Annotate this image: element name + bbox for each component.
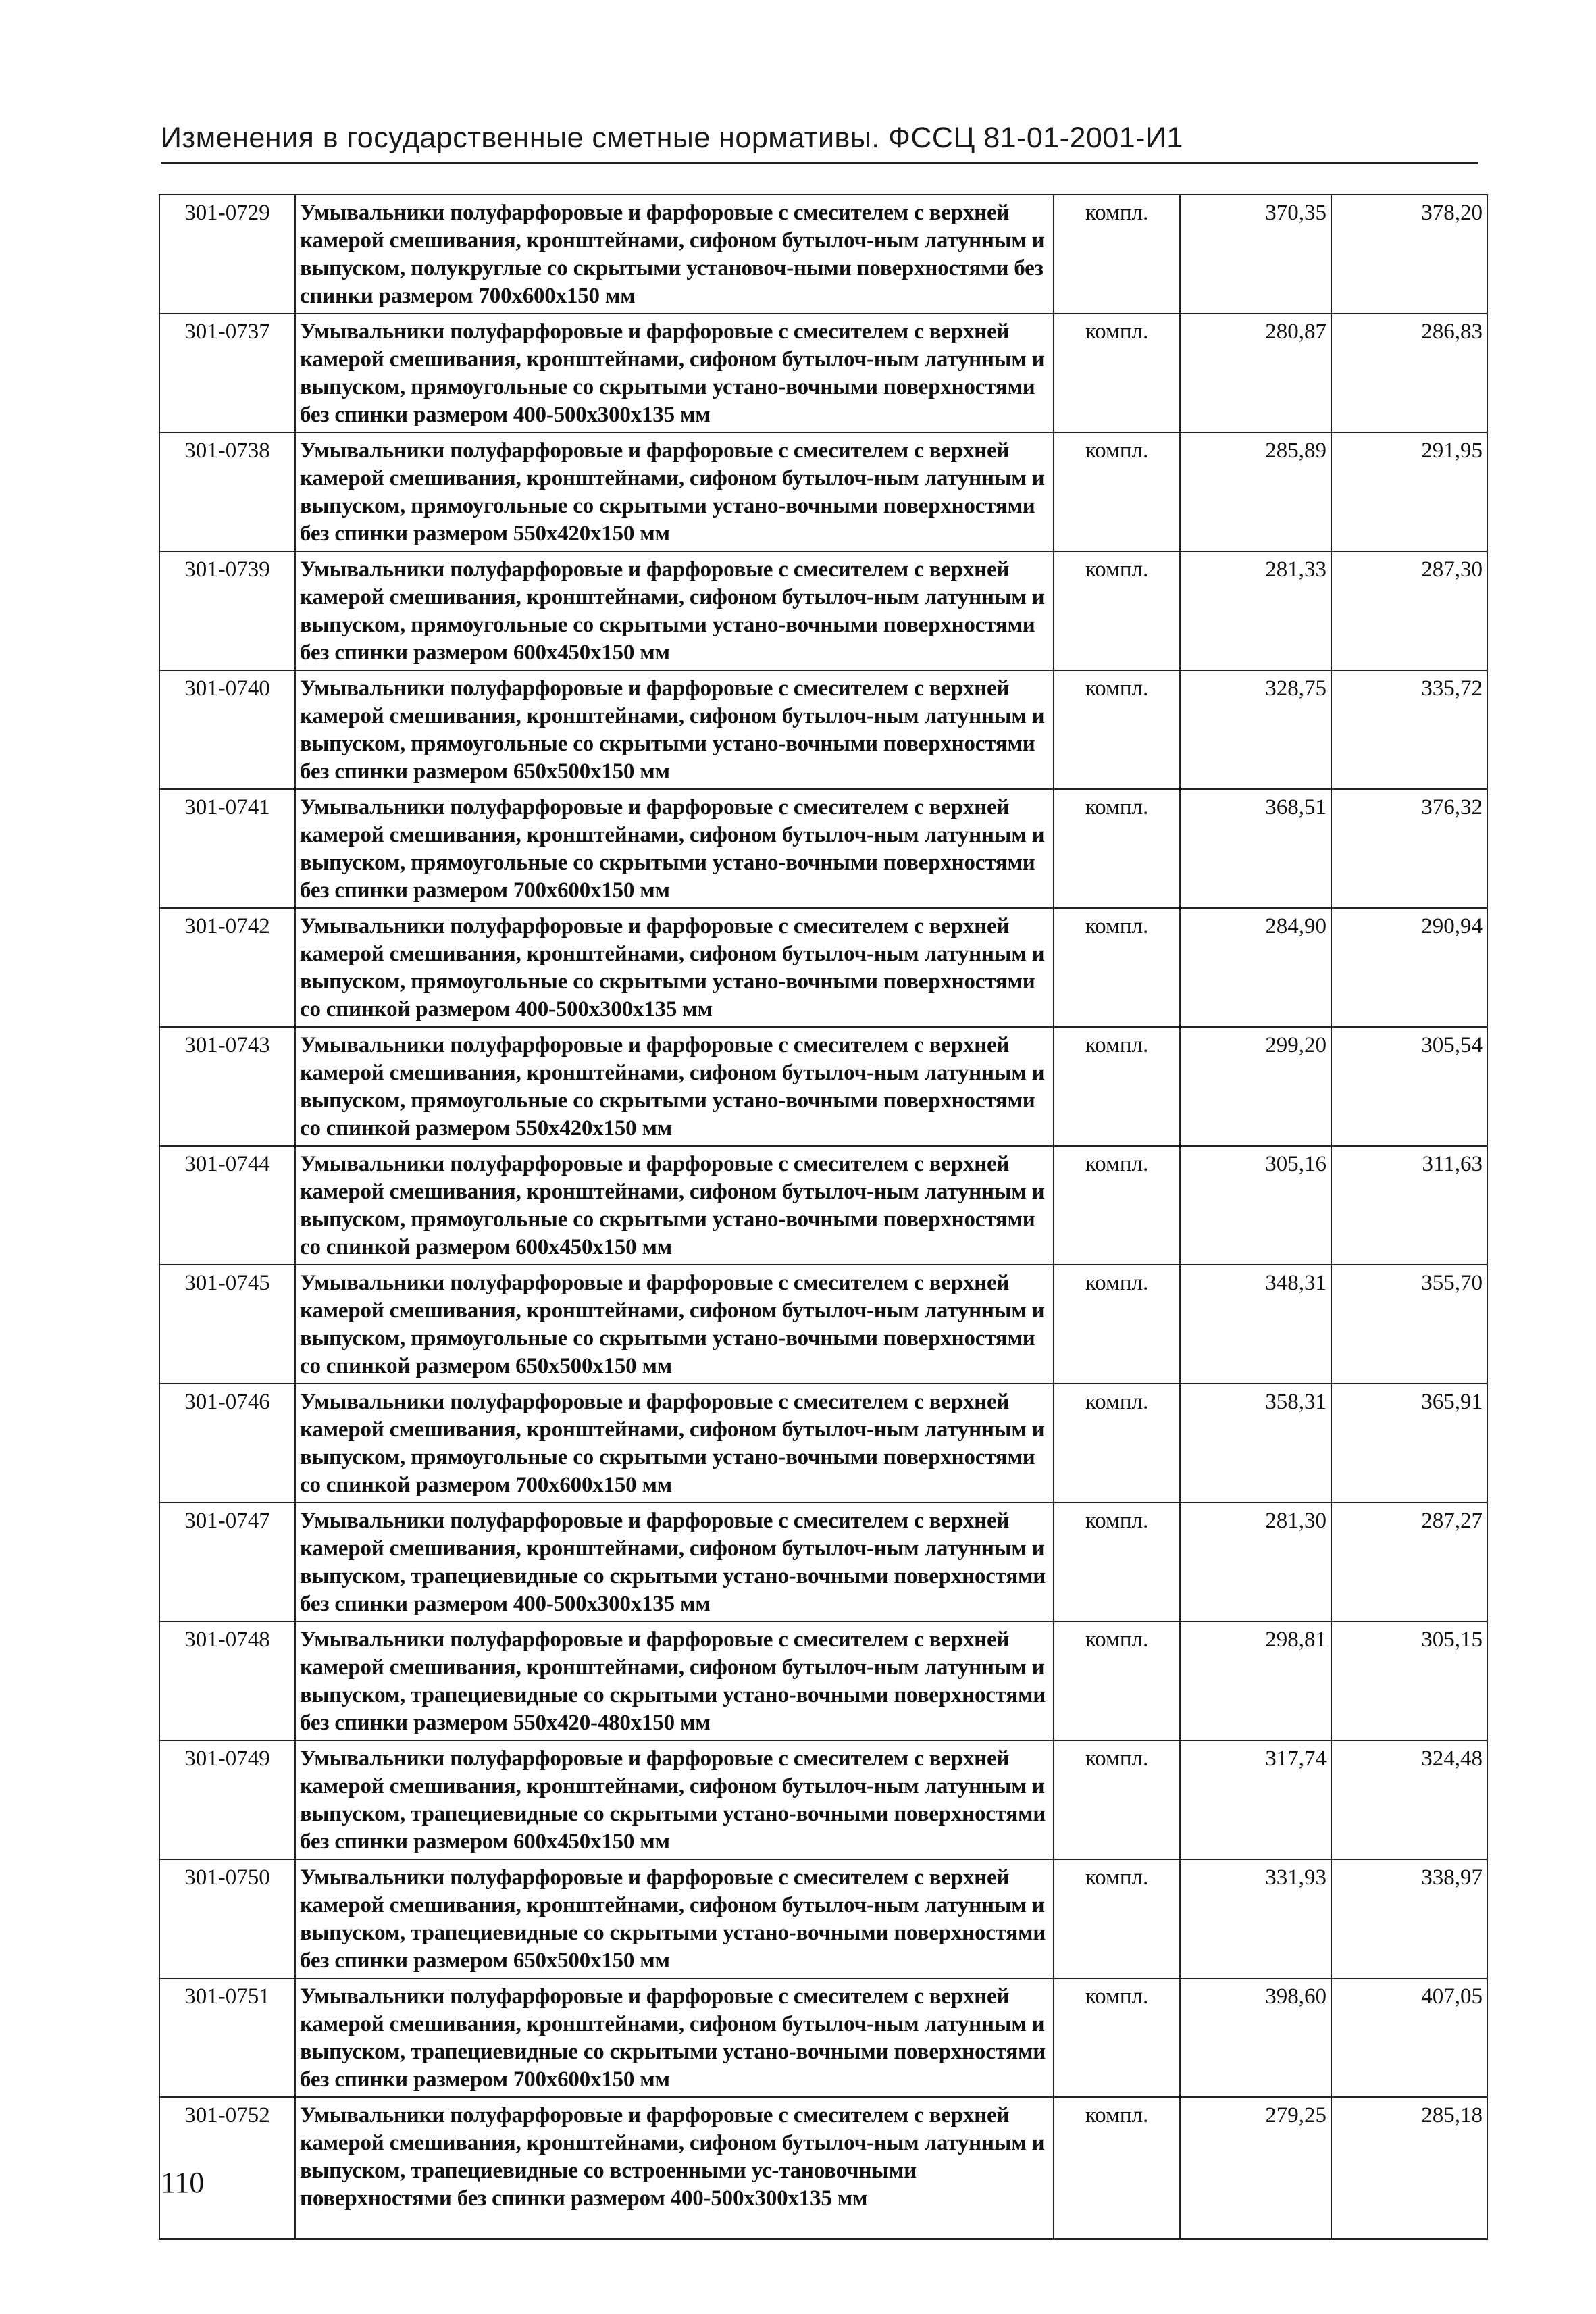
row-code: 301-0738 [159,432,295,551]
row-price-1: 348,31 [1180,1265,1331,1384]
row-price-1: 305,16 [1180,1146,1331,1265]
row-description: Умывальники полуфарфоровые и фарфоровые с смесителем с верхней камерой смешивания, кронштейнами, сифоном бутылоч-ным латунным и выпуском, трапециевидные со скрытыми устано-вочными поверхностями без спинки размером 700х600х150 мм [295,1978,1054,2097]
row-price-1: 281,33 [1180,551,1331,670]
row-price-2: 305,54 [1331,1027,1487,1146]
row-code: 301-0752 [159,2097,295,2239]
row-code: 301-0749 [159,1740,295,1859]
row-price-1: 317,74 [1180,1740,1331,1859]
row-price-2: 290,94 [1331,908,1487,1027]
table-row [159,1621,1487,1740]
table-row [159,1384,1487,1503]
table-row [159,1503,1487,1621]
row-unit: компл. [1054,1859,1180,1978]
row-description: Умывальники полуфарфоровые и фарфоровые с смесителем с верхней камерой смешивания, кронштейнами, сифоном бутылоч-ным латунным и выпуском, прямоугольные со скрытыми устано-вочными поверхностями без спинки размером 650х500х150 мм [295,670,1054,789]
table-row [159,670,1487,789]
row-unit: компл. [1054,1621,1180,1740]
row-price-2: 291,95 [1331,432,1487,551]
table-row [159,432,1487,551]
row-description: Умывальники полуфарфоровые и фарфоровые с смесителем с верхней камерой смешивания, кронштейнами, сифоном бутылоч-ным латунным и выпуском, прямоугольные со скрытыми устано-вочными поверхностями без спинки размером 550х420х150 мм [295,432,1054,551]
row-price-1: 398,60 [1180,1978,1331,2097]
row-code: 301-0729 [159,195,295,313]
row-price-1: 280,87 [1180,313,1331,432]
row-price-1: 331,93 [1180,1859,1331,1978]
row-price-2: 355,70 [1331,1265,1487,1384]
page-header: Изменения в государственные сметные нормативы. ФССЦ 81-01-2001-И1 [161,122,1183,154]
row-code: 301-0740 [159,670,295,789]
row-code: 301-0743 [159,1027,295,1146]
row-code: 301-0748 [159,1621,295,1740]
row-price-2: 285,18 [1331,2097,1487,2239]
row-unit: компл. [1054,1146,1180,1265]
row-description: Умывальники полуфарфоровые и фарфоровые с смесителем с верхней камерой смешивания, кронштейнами, сифоном бутылоч-ным латунным и выпуском, полукруглые со скрытыми установоч-ными поверхностями без спинки размером 700х600х150 мм [295,195,1054,313]
table-row [159,1265,1487,1384]
row-price-2: 376,32 [1331,789,1487,908]
table-row [159,789,1487,908]
row-code: 301-0745 [159,1265,295,1384]
row-price-1: 279,25 [1180,2097,1331,2239]
row-description: Умывальники полуфарфоровые и фарфоровые с смесителем с верхней камерой смешивания, кронштейнами, сифоном бутылоч-ным латунным и выпуском, трапециевидные со скрытыми устано-вочными поверхностями без спинки размером 550х420-480х150 мм [295,1621,1054,1740]
row-price-1: 281,30 [1180,1503,1331,1621]
row-unit: компл. [1054,551,1180,670]
row-description: Умывальники полуфарфоровые и фарфоровые с смесителем с верхней камерой смешивания, кронштейнами, сифоном бутылоч-ным латунным и выпуском, трапециевидные со встроенными ус-тановочными поверхностями без спинки размером 400-500х300х135 мм [295,2097,1054,2239]
row-price-2: 287,30 [1331,551,1487,670]
row-unit: компл. [1054,1384,1180,1503]
row-price-2: 311,63 [1331,1146,1487,1265]
row-unit: компл. [1054,789,1180,908]
row-unit: компл. [1054,1740,1180,1859]
row-code: 301-0747 [159,1503,295,1621]
row-price-1: 298,81 [1180,1621,1331,1740]
row-description: Умывальники полуфарфоровые и фарфоровые с смесителем с верхней камерой смешивания, кронштейнами, сифоном бутылоч-ным латунным и выпуском, прямоугольные со скрытыми устано-вочными поверхностями со спинкой размером 600х450х150 мм [295,1146,1054,1265]
row-description: Умывальники полуфарфоровые и фарфоровые с смесителем с верхней камерой смешивания, кронштейнами, сифоном бутылоч-ным латунным и выпуском, прямоугольные со скрытыми устано-вочными поверхностями со спинкой размером 400-500х300х135 мм [295,908,1054,1027]
row-description: Умывальники полуфарфоровые и фарфоровые с смесителем с верхней камерой смешивания, кронштейнами, сифоном бутылоч-ным латунным и выпуском, трапециевидные со скрытыми устано-вочными поверхностями без спинки размером 600х450х150 мм [295,1740,1054,1859]
row-price-2: 287,27 [1331,1503,1487,1621]
row-price-1: 284,90 [1180,908,1331,1027]
row-price-1: 328,75 [1180,670,1331,789]
row-unit: компл. [1054,195,1180,313]
row-code: 301-0739 [159,551,295,670]
table-row [159,1740,1487,1859]
row-description: Умывальники полуфарфоровые и фарфоровые с смесителем с верхней камерой смешивания, кронштейнами, сифоном бутылоч-ным латунным и выпуском, прямоугольные со скрытыми устано-вочными поверхностями со спинкой размером 550х420х150 мм [295,1027,1054,1146]
row-description: Умывальники полуфарфоровые и фарфоровые с смесителем с верхней камерой смешивания, кронштейнами, сифоном бутылоч-ным латунным и выпуском, прямоугольные со скрытыми устано-вочными поверхностями без спинки размером 600х450х150 мм [295,551,1054,670]
row-unit: компл. [1054,432,1180,551]
row-unit: компл. [1054,313,1180,432]
table-row [159,1978,1487,2097]
row-price-1: 299,20 [1180,1027,1331,1146]
row-code: 301-0744 [159,1146,295,1265]
row-description: Умывальники полуфарфоровые и фарфоровые с смесителем с верхней камерой смешивания, кронштейнами, сифоном бутылоч-ным латунным и выпуском, трапециевидные со скрытыми устано-вочными поверхностями без спинки размером 650х500х150 мм [295,1859,1054,1978]
row-price-2: 335,72 [1331,670,1487,789]
row-price-1: 370,35 [1180,195,1331,313]
row-code: 301-0737 [159,313,295,432]
row-code: 301-0751 [159,1978,295,2097]
table-row [159,2097,1487,2239]
row-unit: компл. [1054,1027,1180,1146]
row-price-2: 324,48 [1331,1740,1487,1859]
row-price-1: 368,51 [1180,789,1331,908]
row-price-2: 286,83 [1331,313,1487,432]
row-description: Умывальники полуфарфоровые и фарфоровые с смесителем с верхней камерой смешивания, кронштейнами, сифоном бутылоч-ным латунным и выпуском, трапециевидные со скрытыми устано-вочными поверхностями без спинки размером 400-500х300х135 мм [295,1503,1054,1621]
row-unit: компл. [1054,1503,1180,1621]
price-table [159,194,1488,2240]
table-row [159,313,1487,432]
row-description: Умывальники полуфарфоровые и фарфоровые с смесителем с верхней камерой смешивания, кронштейнами, сифоном бутылоч-ным латунным и выпуском, прямоугольные со скрытыми устано-вочными поверхностями без спинки размером 400-500х300х135 мм [295,313,1054,432]
table-row [159,551,1487,670]
row-unit: компл. [1054,1978,1180,2097]
table-row [159,1027,1487,1146]
row-description: Умывальники полуфарфоровые и фарфоровые с смесителем с верхней камерой смешивания, кронштейнами, сифоном бутылоч-ным латунным и выпуском, прямоугольные со скрытыми устано-вочными поверхностями со спинкой размером 700х600х150 мм [295,1384,1054,1503]
row-price-2: 305,15 [1331,1621,1487,1740]
row-code: 301-0741 [159,789,295,908]
row-description: Умывальники полуфарфоровые и фарфоровые с смесителем с верхней камерой смешивания, кронштейнами, сифоном бутылоч-ным латунным и выпуском, прямоугольные со скрытыми устано-вочными поверхностями со спинкой размером 650х500х150 мм [295,1265,1054,1384]
table-row [159,908,1487,1027]
row-code: 301-0746 [159,1384,295,1503]
row-price-2: 407,05 [1331,1978,1487,2097]
row-unit: компл. [1054,908,1180,1027]
table-row [159,195,1487,313]
row-unit: компл. [1054,2097,1180,2239]
row-code: 301-0742 [159,908,295,1027]
row-description: Умывальники полуфарфоровые и фарфоровые с смесителем с верхней камерой смешивания, кронштейнами, сифоном бутылоч-ным латунным и выпуском, прямоугольные со скрытыми устано-вочными поверхностями без спинки размером 700х600х150 мм [295,789,1054,908]
row-unit: компл. [1054,1265,1180,1384]
row-code: 301-0750 [159,1859,295,1978]
table-row [159,1859,1487,1978]
page-number: 110 [161,2166,205,2199]
row-price-2: 378,20 [1331,195,1487,313]
table-row [159,1146,1487,1265]
row-unit: компл. [1054,670,1180,789]
row-price-1: 285,89 [1180,432,1331,551]
row-price-1: 358,31 [1180,1384,1331,1503]
row-price-2: 365,91 [1331,1384,1487,1503]
header-rule [161,162,1478,164]
row-price-2: 338,97 [1331,1859,1487,1978]
